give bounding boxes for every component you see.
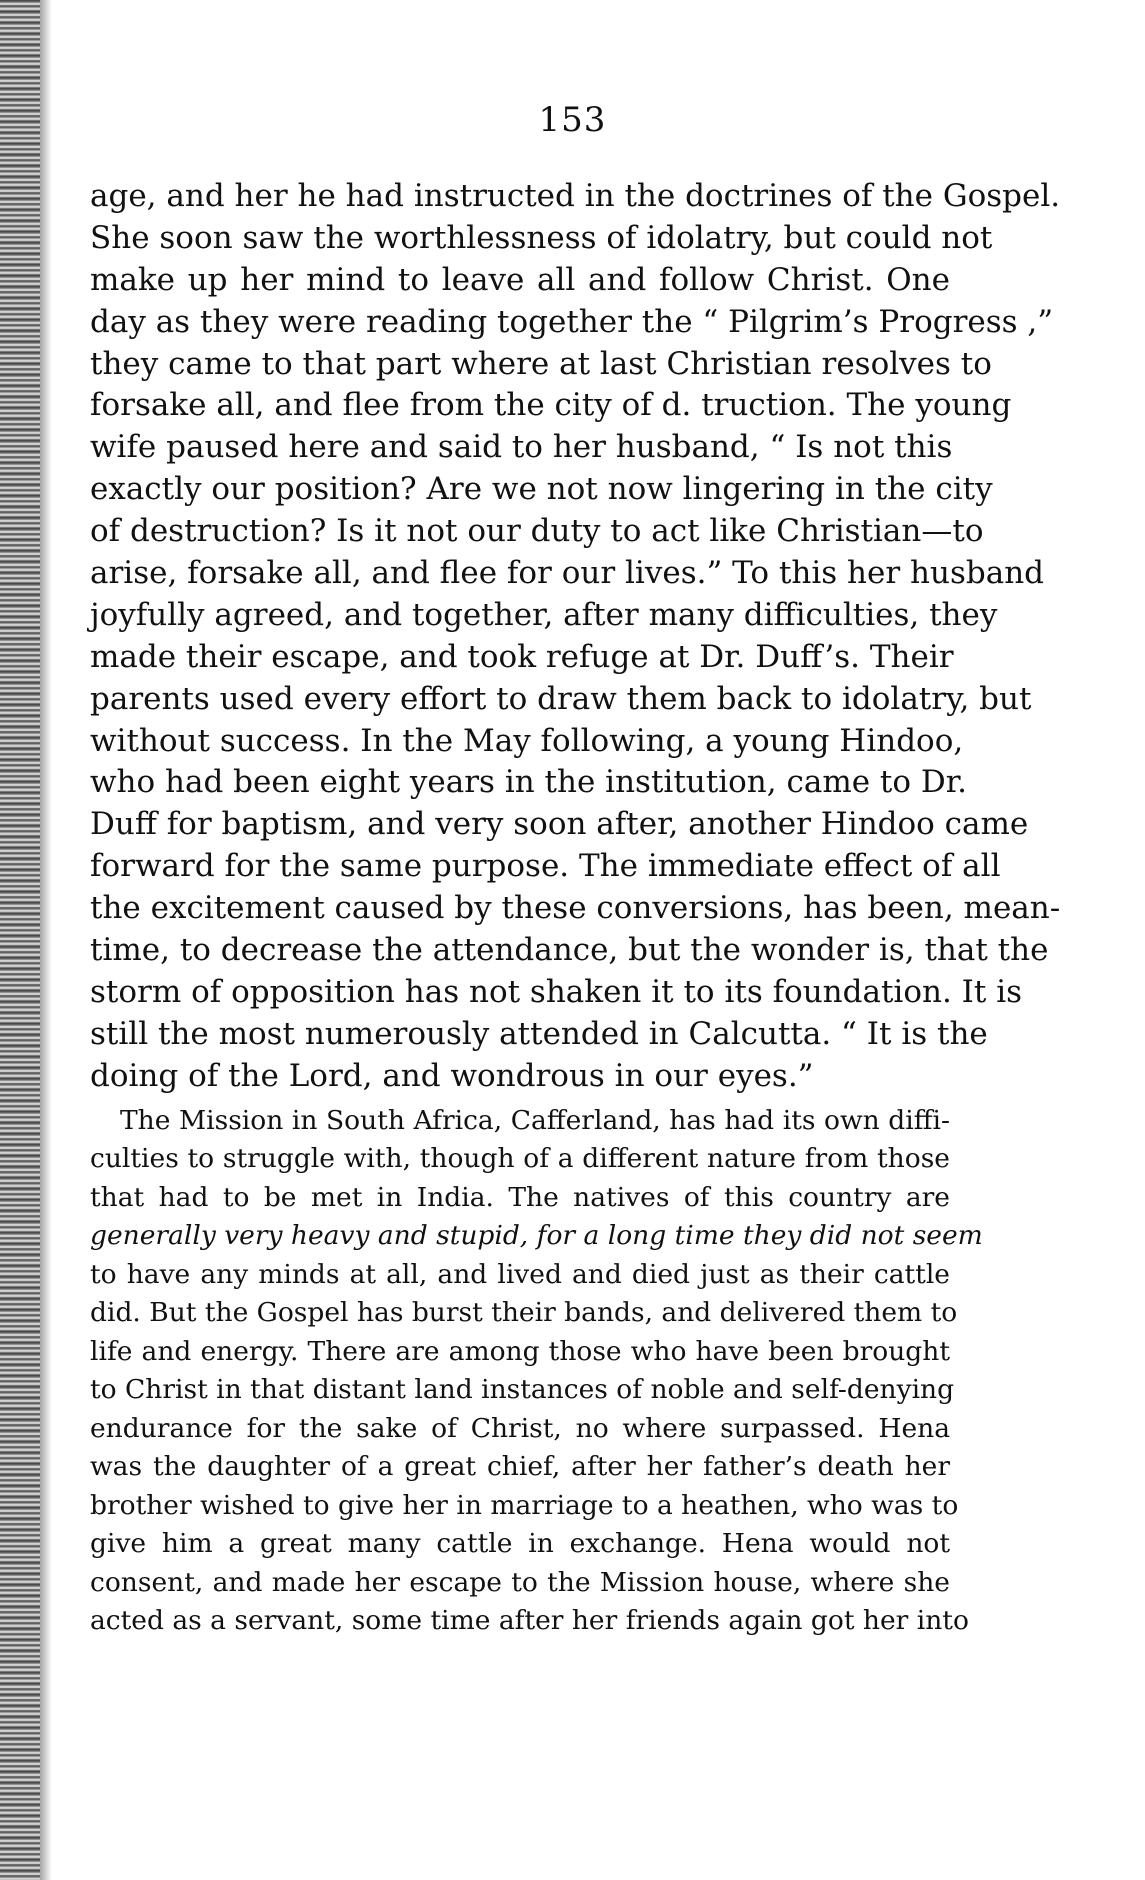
- text-line: exactly our position? Are we not now lingering in the city: [90, 471, 993, 508]
- text-line: forward for the same purpose. The immediate effect of all: [90, 848, 1001, 885]
- text-line: storm of opposition has not shaken it to its foundation. It is: [90, 973, 1023, 1010]
- text-line: brother wished to give her in marriage to a heathen, who was to: [90, 1489, 959, 1521]
- text-line: did. But the Gospel has burst their bands, and delivered them to: [90, 1297, 958, 1329]
- text-line: to have any minds at all, and lived and died just as their cattle: [90, 1258, 950, 1290]
- text-line: joyfully agreed, and together, after many difficulties, they: [90, 596, 998, 633]
- paragraph-south-africa-mission: [90, 1102, 983, 1641]
- text-line: make up her mind to leave all and follow Christ. One: [90, 261, 950, 298]
- text-line: the excitement caused by these conversions, has been, mean-: [90, 890, 1061, 927]
- text-line: Duff for baptism, and very soon after, another Hindoo came: [90, 806, 1029, 843]
- text-line: still the most numerously attended in Calcutta. “ It is the: [90, 1015, 988, 1052]
- text-line: made their escape, and took refuge at Dr. Duff’s. Their: [90, 638, 954, 675]
- paragraph-calcutta-conversions: [90, 176, 1061, 1098]
- text-line: time, to decrease the attendance, but the wonder is, that the: [90, 932, 1049, 969]
- text-line: age, and her he had instructed in the doctrines of the Gospel.: [90, 178, 1061, 214]
- text-line: to Christ in that distant land instances of noble and self-denying: [90, 1374, 955, 1406]
- text-line: parents used every effort to draw them back to idolatry, but: [90, 680, 1032, 717]
- text-line: life and energy. There are among those who have been brought: [90, 1335, 950, 1367]
- text-line: The Mission in South Africa, Cafferland, has had its own diffi-: [120, 1104, 950, 1136]
- text-line: She soon saw the worthlessness of idolatry, but could not: [90, 219, 993, 256]
- text-line: arise, forsake all, and flee for our lives.” To this her husband: [90, 555, 1045, 592]
- binding-shadow: [40, 0, 52, 1880]
- text-line: endurance for the sake of Christ, no where surpassed. Hena: [90, 1412, 950, 1444]
- page-number: 153: [538, 100, 607, 140]
- text-line: give him a great many cattle in exchange. Hena would not: [90, 1528, 950, 1560]
- text-line: that had to be met in India. The natives of this country are: [90, 1181, 950, 1213]
- text-line: doing of the Lord, and wondrous in our eyes.”: [90, 1057, 814, 1094]
- text-line: culties to struggle with, though of a different nature from those: [90, 1143, 950, 1175]
- text-line: consent, and made her escape to the Mission house, where she: [90, 1566, 950, 1598]
- text-line: they came to that part where at last Christian resolves to: [90, 345, 992, 382]
- text-line: of destruction? Is it not our duty to act like Christian—to: [90, 513, 984, 550]
- text-line: day as they were reading together the “ Pilgrim’s Progress ,”: [90, 303, 1054, 340]
- text-line: forsake all, and flee from the city of d. truction. The young: [90, 387, 1012, 424]
- text-line: generally very heavy and stupid, for a long time they did not seem: [90, 1220, 983, 1252]
- text-line: without success. In the May following, a young Hindoo,: [90, 722, 964, 759]
- page-body: [90, 176, 1061, 1641]
- book-binding-edge: [0, 0, 40, 1880]
- text-line: who had been eight years in the institution, came to Dr.: [90, 764, 968, 801]
- text-line: wife paused here and said to her husband, “ Is not this: [90, 429, 953, 466]
- text-line: was the daughter of a great chief, after her father’s death her: [90, 1451, 950, 1483]
- text-line: acted as a servant, some time after her friends again got her into: [90, 1605, 969, 1637]
